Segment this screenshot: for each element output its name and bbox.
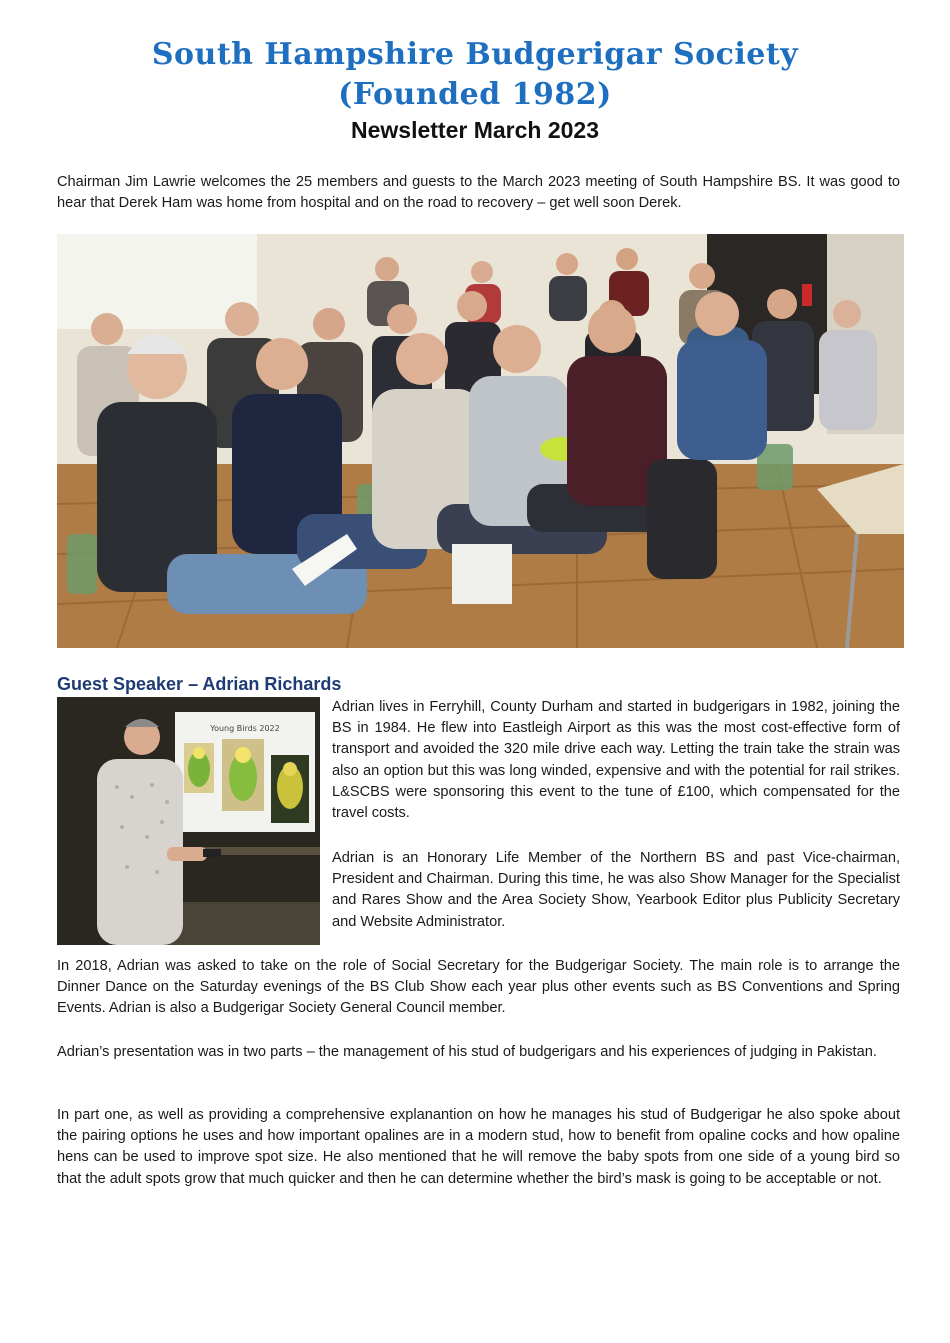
speaker-bio-paragraph: Adrian lives in Ferryhill, County Durham and started in budgerigars in 1982, joining the BS in 1984. He flew into Eastleigh Airport as this was the most cost-effective form of transport and avoided the 320 mile drive each way. Letting the train take the strain was also an option but this was long winded, expensive and with the potential for rail strikes. L&SCBS were sponsoring this event to the tune of £100, which compensated for the travel costs. (332, 699, 900, 822)
society-title: South Hampshire Budgerigar Society (151, 37, 799, 72)
slide-title-text: Young Birds 2022 (210, 724, 280, 733)
newsletter-date-heading: Newsletter March 2023 (350, 117, 599, 143)
guest-speaker-heading: Guest Speaker – Adrian Richards (57, 674, 342, 694)
founded-line: (Founded 1982) (338, 77, 612, 112)
social-secretary-paragraph: In 2018, Adrian was asked to take on the role of Social Secretary for the Budgerigar Society. The main role is to arrange the Dinner Dance on the Saturday evenings of the BS Club Show each year plus other events such as BS Conventions and Spring Events. Adrian is also a Budgerigar Society General Council member. (57, 958, 900, 1017)
members-group-photo (57, 234, 904, 648)
speaker-roles-paragraph: Adrian is an Honorary Life Member of the Northern BS and past Vice-chairman, President and Chairman. During this time, he was also Show Manager for the Specialist and Rares Show and the Area Society Show, Yearbook Editor plus Publicity Secretary and Website Administrator. (332, 850, 900, 930)
speaker-photo (57, 697, 320, 945)
part-one-paragraph: In part one, as well as providing a comprehensive explanantion on how he manages his stud of Budgerigar he also spoke about the pairing options he uses and how important opalines are in a modern stud, how to benefit from opaline cocks and how opaline hens can be used to improve spot size. He also mentioned that he will remove the baby spots from one side of a young bird so that the adult spots grow that much quicker and then he can determine whether the bird’s mask is going to be acceptable or not. (57, 1107, 900, 1187)
intro-paragraph: Chairman Jim Lawrie welcomes the 25 members and guests to the March 2023 meeting of South Hampshire BS. It was good to hear that Derek Ham was home from hospital and on the road to recovery – get well soon Derek. (57, 174, 900, 212)
presentation-overview-paragraph: Adrian’s presentation was in two parts – the management of his stud of budgerigars and his experiences of judging in Pakistan. (57, 1044, 877, 1060)
